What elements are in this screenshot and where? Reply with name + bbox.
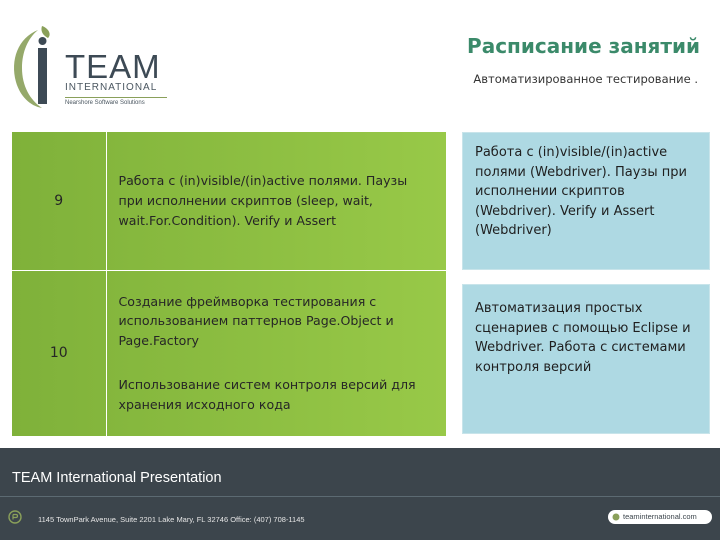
lesson-topic (106, 132, 446, 270)
page-subtitle: Автоматизированное тестирование . (473, 72, 698, 86)
power-icon (8, 510, 22, 524)
page-title: Расписание занятий (467, 34, 700, 58)
lesson-topic-text: Работа с (in)visible/(in)active полями. Паузы при исполнении скриптов (sleep, wait, wait.For.Condition). Verify и Assert (118, 172, 408, 228)
logo-i-leaf-icon (8, 24, 56, 110)
footer-divider (0, 496, 720, 497)
lesson-number: 10 (12, 270, 106, 436)
schedule-row (12, 270, 446, 436)
footer (0, 448, 720, 540)
lesson-topic-text: Использование систем контроля версий для хранения исходного кода (118, 377, 416, 413)
website-link[interactable]: teaminternational.com (623, 512, 697, 521)
footer-title: TEAM International Presentation (12, 470, 222, 486)
practice-box: Автоматизация простых сценариев с помощью Eclipse и Webdriver. Работа с системами контроля версий (462, 284, 710, 434)
logo-subtitle: INTERNATIONAL (65, 82, 158, 93)
footer-address: 1145 TownPark Avenue, Suite 2201 Lake Mary, FL 32746 Office: (407) 708-1145 (38, 515, 305, 524)
schedule-table (12, 132, 446, 436)
lesson-topic-text: Создание фреймворка тестирования с использованием паттернов Page.Object и Page.Factory (118, 293, 394, 349)
logo-word: TEAM (65, 48, 161, 85)
logo-tagline: Nearshore Software Solutions (65, 100, 145, 106)
schedule-row (12, 132, 446, 270)
lesson-number: 9 (12, 132, 106, 270)
globe-icon (612, 513, 620, 521)
website-badge[interactable] (608, 510, 712, 524)
team-international-logo (8, 24, 168, 110)
practice-box: Работа с (in)visible/(in)active полями (Webdriver). Паузы при исполнении скриптов (Webdriver). Verify и Assert (Webdriver) (462, 132, 710, 270)
logo-divider (65, 97, 167, 98)
lesson-topic (106, 270, 446, 436)
